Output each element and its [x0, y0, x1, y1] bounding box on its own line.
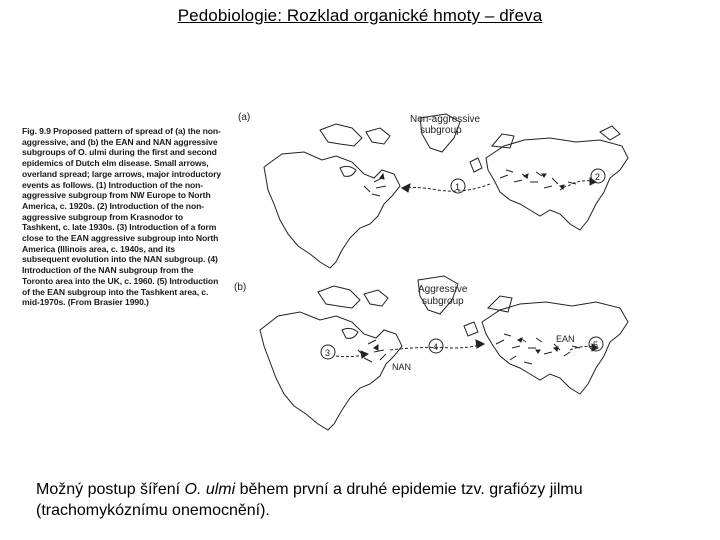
- spread-maps: [224, 112, 630, 442]
- panel-b-label-line2: subgroup: [422, 296, 464, 307]
- eurasia-outline-a: [486, 138, 628, 230]
- panel-b-label-line1: Aggressive: [418, 284, 468, 295]
- panel-a-label-line2: subgroup: [420, 125, 462, 136]
- figure-caption-text: Proposed pattern of spread of (a) the non-aggressive, and (b) the EAN and NAN aggressive subgroups of O. ulmi during the first and second epidemics of Dutch elm disease. Small arrows, overland spread; large arrows, major introductory events as follows. (1) Introduction of the non-aggressive subgroup from NW Europe to North America, c. 1920s. (2) Introduction of the non-aggressive subgroup from Krasnodor to Tashkent, c. late 1930s. (3) Introduction of a form close to the EAN aggressive subgroup into North America (Illinois area, c. 1940s, and its subsequent evolution into the NAN subgroup. (4) Introduction of the NAN subgroup from the Toronto area into the UK, c. 1960. (5) Introduction of the EAN subgroup into the Tashkent area, c. mid-1970s. (From Brasier 1990.): [22, 126, 222, 308]
- panel-a-letter: (a): [238, 112, 251, 123]
- panel-b-letter: (b): [234, 282, 247, 293]
- footer-text-start: Možný postup šíření: [36, 481, 185, 498]
- arrow-1-path: [402, 184, 490, 191]
- footer-species-name: O. ulmi: [184, 481, 236, 498]
- north-america-outline-a: [264, 152, 400, 268]
- marker-1-label: 1: [455, 182, 461, 192]
- slide-footer-text: [36, 479, 696, 521]
- figure-caption: [22, 126, 222, 308]
- marker-4-label: 4: [433, 342, 439, 352]
- marker-5-label: 5: [593, 340, 599, 350]
- panel-a-label-line1: Non-aggressive: [410, 114, 481, 125]
- nan-label: NAN: [392, 362, 412, 372]
- map-panel-a: [264, 114, 628, 268]
- figure-number: Fig. 9.9: [22, 126, 51, 136]
- ean-label: EAN: [556, 334, 575, 344]
- slide-title: Pedobiologie: Rozklad organické hmoty – dřeva: [177, 6, 543, 25]
- north-america-outline-b: [260, 312, 402, 430]
- marker-2-label: 2: [595, 172, 601, 182]
- figure-scan: [14, 112, 630, 442]
- marker-3-label: 3: [325, 348, 331, 358]
- footer-text-end: během první a druhé epidemie tzv. grafiózy jilmu (trachomykóznímu onemocnění).: [36, 481, 583, 519]
